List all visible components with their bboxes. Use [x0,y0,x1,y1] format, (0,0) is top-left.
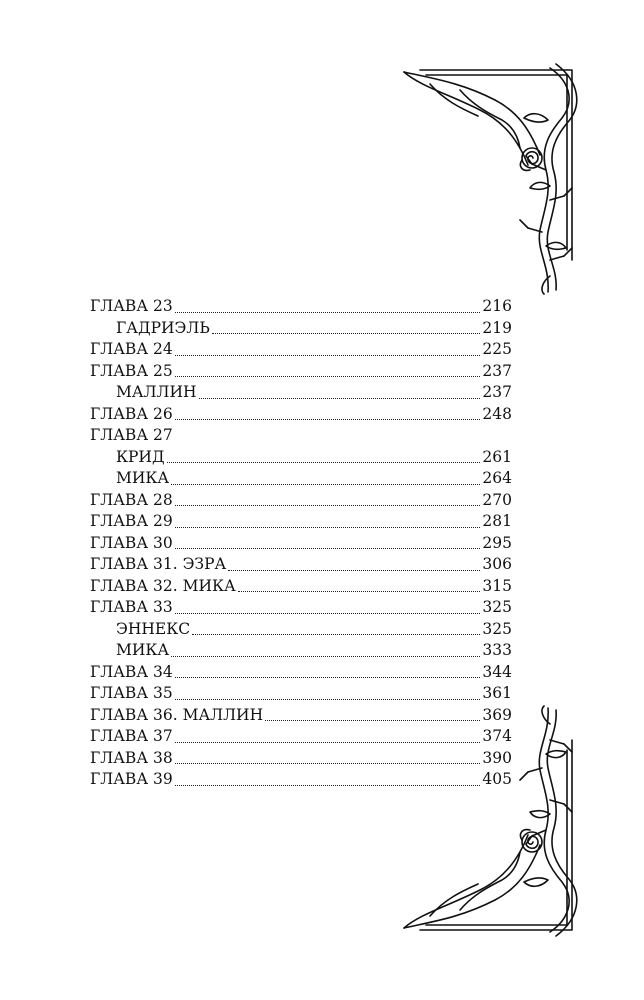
toc-leader-dots [175,355,481,356]
toc-leader-dots [175,677,481,678]
toc-leader-dots [228,570,480,571]
toc-entry [90,468,512,490]
toc-entry-title: ГЛАВА 39 [90,770,173,788]
toc-entry-title: ЭННЕКС [116,619,191,638]
toc-entry [90,554,512,576]
toc-leader-dots [175,742,481,743]
toc-entry-page: 325 [482,598,512,616]
toc-entry [90,748,512,770]
toc-entry [90,339,512,361]
toc-entry [90,361,512,383]
toc-leader-dots [175,505,481,506]
toc-entry [90,576,512,598]
toc-entry-title: ГЛАВА 24 [90,340,173,358]
toc-entry-title: ГЛАВА 28 [90,490,173,509]
toc-entry [90,726,512,748]
toc-entry-page: 344 [482,662,512,681]
toc-entry-page: 261 [482,447,512,466]
toc-entry [90,296,512,318]
toc-leader-dots [175,527,481,528]
toc-entry-title: ГЛАВА 31. ЭЗРА [90,555,227,573]
toc-entry-page: 405 [482,770,512,788]
toc-entry [90,705,512,727]
toc-entry [90,769,512,791]
toc-entry [90,425,512,447]
toc-entry-title: МИКА [116,641,170,659]
toc-entry-page: 248 [482,404,512,423]
toc-entry-title: КРИД [116,447,165,466]
toc-leader-dots [175,763,481,764]
toc-entry-page: 225 [482,340,512,358]
toc-entry [90,640,512,662]
toc-entry-title: ГЛАВА 23 [90,297,173,315]
toc-entry [90,662,512,684]
toc-entry-title: МАЛЛИН [116,383,197,401]
toc-entry [90,490,512,512]
toc-entry-page: 219 [482,318,512,337]
toc-entry-title: ГЛАВА 29 [90,512,173,530]
toc-entry-page: 361 [482,684,512,702]
toc-entry-page: 315 [482,576,512,595]
toc-leader-dots [212,333,481,334]
toc-entry-page: 216 [482,297,512,315]
toc-leader-dots [175,699,481,700]
table-of-contents [90,296,512,791]
toc-entry-title: ГЛАВА 32. МИКА [90,576,236,595]
corner-ornament-top-icon [400,60,580,295]
toc-entry-page: 295 [482,533,512,552]
toc-entry-page: 237 [482,383,512,401]
toc-leader-dots [265,720,480,721]
toc-entry-title: ГЛАВА 37 [90,727,173,745]
toc-entry-page: 390 [482,748,512,767]
toc-entry-page: 264 [482,469,512,487]
toc-entry-page: 333 [482,641,512,659]
toc-leader-dots [238,591,481,592]
toc-entry-title: ГЛАВА 26 [90,404,173,423]
toc-leader-dots [199,398,481,399]
toc-leader-dots [192,634,480,635]
toc-entry [90,404,512,426]
toc-entry-page: 237 [482,361,512,380]
toc-entry [90,683,512,705]
toc-entry [90,318,512,340]
toc-entry-title: ГЛАВА 27 [90,426,173,444]
toc-leader-dots [175,613,481,614]
toc-leader-dots [167,462,481,463]
toc-entry [90,511,512,533]
toc-entry-title: МИКА [116,469,170,487]
toc-leader-dots [175,312,481,313]
toc-leader-dots [171,656,480,657]
toc-entry [90,382,512,404]
toc-entry-title: ГАДРИЭЛЬ [116,318,210,337]
toc-leader-dots [171,484,480,485]
toc-entry [90,619,512,641]
toc-entry-page: 306 [482,555,512,573]
toc-entry [90,597,512,619]
toc-entry-title: ГЛАВА 36. МАЛЛИН [90,705,264,724]
toc-entry-page: 374 [482,727,512,745]
toc-entry-title: ГЛАВА 34 [90,662,173,681]
toc-entry-page: 281 [482,512,512,530]
toc-entry-page: 325 [482,619,512,638]
toc-entry-title: ГЛАВА 33 [90,598,173,616]
toc-entry [90,533,512,555]
toc-entry-title: ГЛАВА 38 [90,748,173,767]
toc-leader-dots [175,548,481,549]
toc-entry-page: 369 [482,705,512,724]
toc-leader-dots [175,785,481,786]
toc-entry [90,447,512,469]
toc-entry-title: ГЛАВА 35 [90,684,173,702]
toc-entry-title: ГЛАВА 25 [90,361,173,380]
toc-entry-title: ГЛАВА 30 [90,533,173,552]
toc-leader-dots [175,419,481,420]
toc-leader-dots [175,376,481,377]
toc-entry-page: 270 [482,490,512,509]
